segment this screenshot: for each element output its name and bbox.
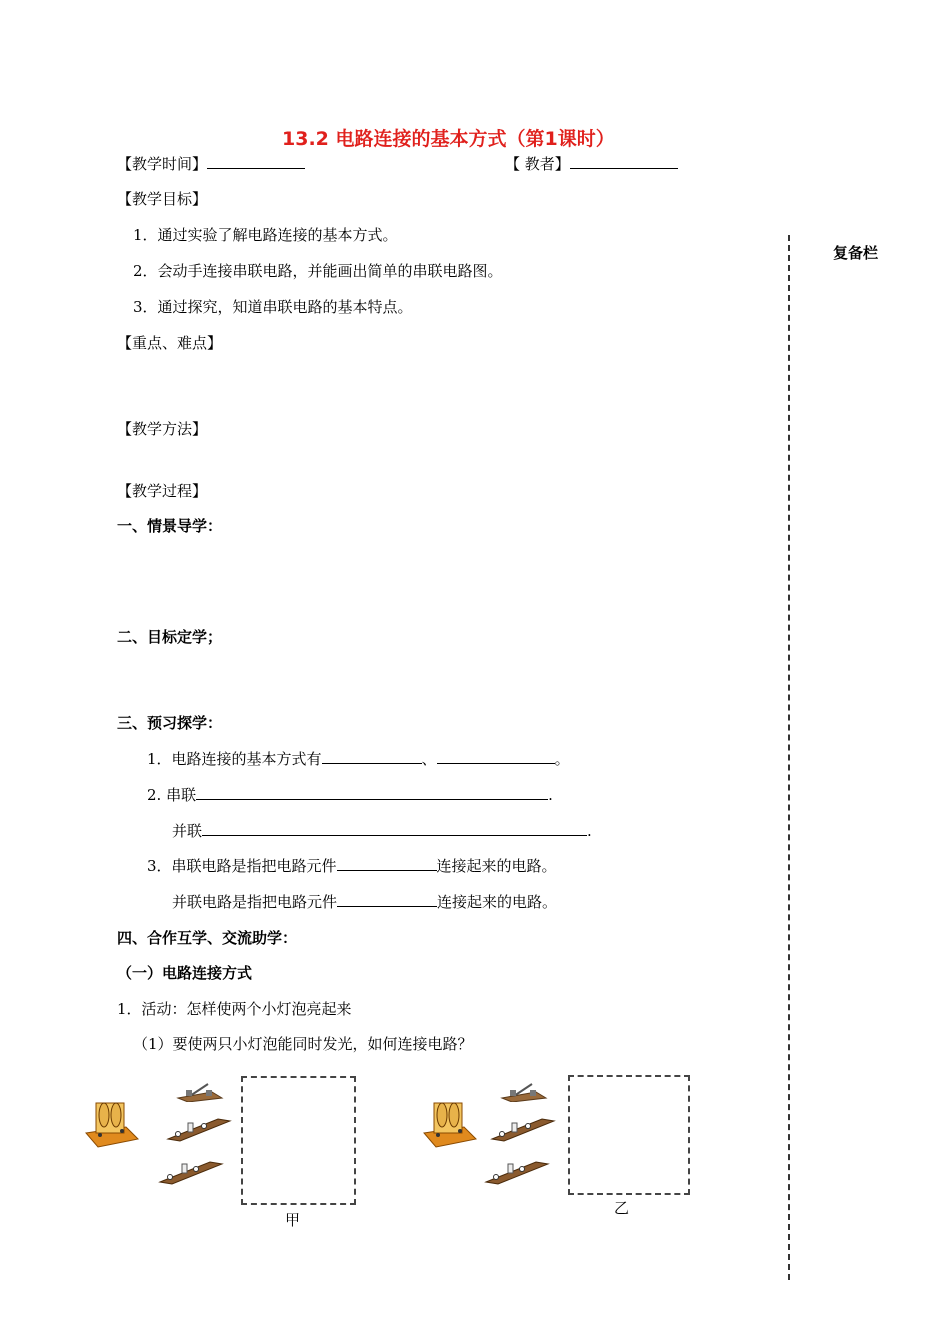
objective-item: 1．通过实验了解电路连接的基本方式。	[133, 226, 398, 244]
teaching-time-label: 【教学时间】	[117, 155, 208, 173]
sidebar-divider	[788, 235, 790, 1280]
section-scenario: 一、情景导学：	[117, 517, 223, 535]
bulb-holder-icon	[158, 1160, 224, 1186]
process-heading: 【教学过程】	[117, 482, 208, 500]
preview-q2	[147, 784, 553, 805]
page-title: 13.2 电路连接的基本方式（第1课时）	[282, 128, 615, 150]
teaching-time-field	[117, 153, 305, 174]
subsection-connection: （一）电路连接方式	[117, 964, 253, 982]
preview-q3a-suffix: 连接起来的电路。	[436, 857, 557, 875]
objectives-heading: 【教学目标】	[117, 190, 208, 208]
answer-blank[interactable]	[437, 749, 555, 764]
battery-box-illustration	[420, 1095, 480, 1150]
preview-q3a-text: 3．串联电路是指把电路元件	[147, 857, 337, 875]
punct: 。	[554, 750, 570, 768]
drawing-box-jia[interactable]	[241, 1076, 356, 1205]
preview-q2-label: 2. 串联	[147, 786, 197, 804]
bulb-holder-icon	[166, 1117, 232, 1143]
section-goals: 二、目标定学；	[117, 628, 223, 646]
preview-q3b-text: 并联电路是指把电路元件	[172, 893, 338, 911]
key-points-heading: 【重点、难点】	[117, 334, 223, 352]
answer-blank[interactable]	[337, 856, 437, 871]
separator: 、	[421, 750, 437, 768]
punct: .	[548, 786, 553, 804]
method-heading: 【教学方法】	[117, 420, 208, 438]
answer-blank[interactable]	[196, 785, 548, 800]
section-cooperation: 四、合作互学、交流助学：	[117, 929, 298, 947]
preview-q2b-label: 并联	[172, 822, 203, 840]
punct: .	[587, 822, 592, 840]
bulb-holder-icon	[484, 1160, 550, 1186]
teaching-time-blank[interactable]	[207, 154, 305, 169]
figure-caption-jia: 甲	[285, 1211, 301, 1229]
answer-blank[interactable]	[322, 749, 422, 764]
preview-q3b-suffix: 连接起来的电路。	[437, 893, 558, 911]
teacher-blank[interactable]	[570, 154, 678, 169]
preview-q3b	[172, 891, 557, 912]
drawing-box-yi[interactable]	[568, 1075, 690, 1195]
preview-q2b	[172, 820, 592, 841]
answer-blank[interactable]	[202, 821, 587, 836]
teacher-label: 【 教者】	[505, 155, 570, 173]
figure-caption-yi: 乙	[614, 1199, 630, 1217]
switch-icon	[500, 1078, 548, 1102]
objective-item: 3．通过探究，知道串联电路的基本特点。	[133, 298, 413, 316]
answer-blank[interactable]	[337, 892, 437, 907]
objective-item: 2．会动手连接串联电路，并能画出简单的串联电路图。	[133, 262, 503, 280]
activity-question: （1）要使两只小灯泡能同时发光，如何连接电路？	[133, 1035, 473, 1053]
section-preview: 三、预习探学：	[117, 714, 223, 732]
preview-q1-text: 1．电路连接的基本方式有	[147, 750, 322, 768]
preview-q1	[147, 748, 570, 769]
bulb-holder-icon	[490, 1117, 556, 1143]
battery-box-illustration	[82, 1095, 142, 1150]
sidebar-label: 复备栏	[833, 244, 879, 262]
switch-icon	[176, 1078, 224, 1102]
activity-text: 1．活动：怎样使两个小灯泡亮起来	[117, 1000, 352, 1018]
preview-q3a	[147, 855, 557, 876]
teacher-field	[505, 153, 678, 174]
